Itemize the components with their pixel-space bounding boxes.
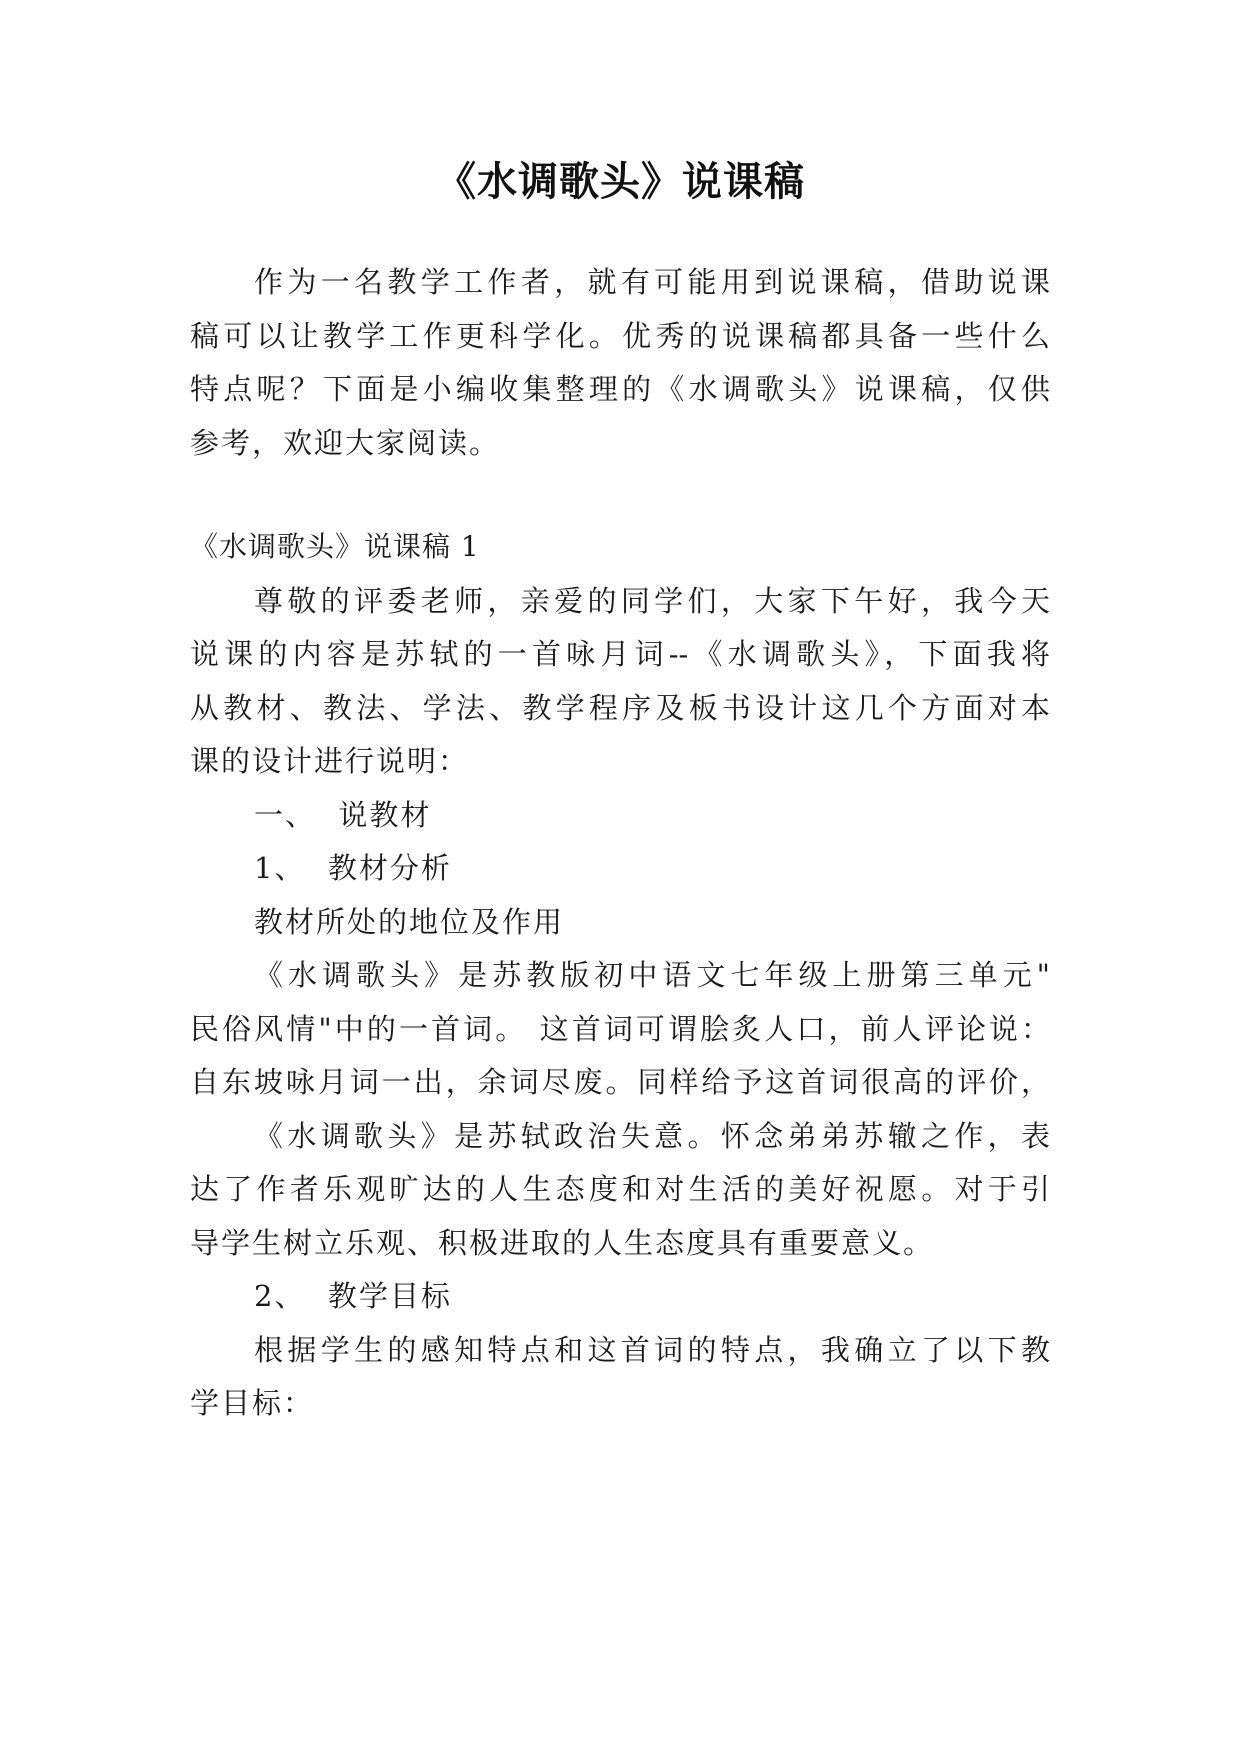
- intro-line: 特点呢？下面是小编收集整理的《水调歌头》说课稿，仅供: [190, 372, 1050, 406]
- opening-line: 说课的内容是苏轼的一首咏月词--《水调歌头》，下面我将: [190, 637, 1050, 671]
- heading-material-analysis: 1、 教材分析: [254, 851, 452, 885]
- intro-line: 稿可以让教学工作更科学化。优秀的说课稿都具备一些什么: [190, 319, 1050, 353]
- section-heading: 《水调歌头》说课稿 1: [190, 530, 480, 563]
- goals-line: 学目标：: [190, 1386, 315, 1420]
- document-title: 《水调歌头》说课稿: [436, 159, 805, 205]
- opening-line: 从教材、教法、学法、教学程序及板书设计这几个方面对本: [190, 691, 1050, 725]
- heading-teaching-material: 一、 说教材: [254, 798, 432, 832]
- meaning-line: 导学生树立乐观、积极进取的人生态度具有重要意义。: [190, 1226, 935, 1260]
- position-line: 民俗风情"中的一首词。 这首词可谓脍炙人口，前人评论说：: [190, 1012, 1050, 1046]
- intro-line: 参考，欢迎大家阅读。: [190, 426, 501, 460]
- goals-line: 根据学生的感知特点和这首词的特点，我确立了以下教: [254, 1333, 1050, 1367]
- heading-teaching-goals: 2、 教学目标: [254, 1279, 452, 1313]
- subheading-position: 教材所处的地位及作用: [254, 905, 565, 939]
- meaning-line: 达了作者乐观旷达的人生态度和对生活的美好祝愿。对于引: [190, 1172, 1050, 1206]
- opening-line: 课的设计进行说明：: [190, 744, 470, 778]
- intro-line: 作为一名教学工作者，就有可能用到说课稿，借助说课: [254, 265, 1050, 299]
- meaning-line: 《水调歌头》是苏轼政治失意。怀念弟弟苏辙之作，表: [254, 1119, 1050, 1153]
- position-line: 《水调歌头》是苏教版初中语文七年级上册第三单元": [254, 958, 1050, 992]
- position-line: 自东坡咏月词一出，余词尽废。同样给予这首词很高的评价，: [190, 1065, 1050, 1099]
- opening-line: 尊敬的评委老师，亲爱的同学们，大家下午好，我今天: [254, 584, 1050, 618]
